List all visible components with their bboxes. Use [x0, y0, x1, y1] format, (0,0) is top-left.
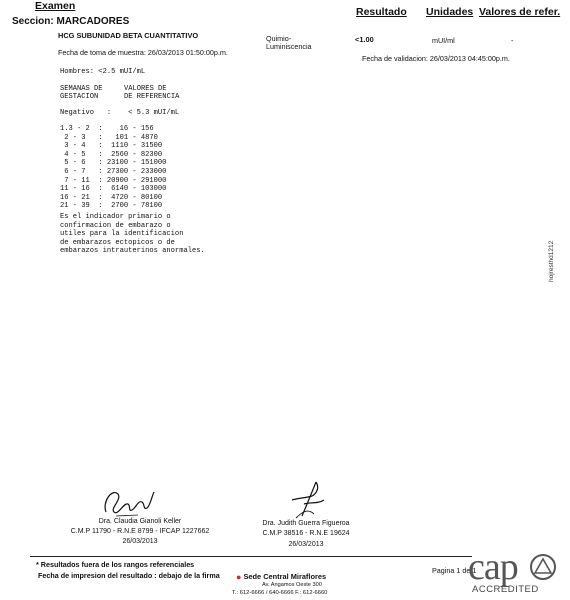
signature-1-date: 26/03/2013	[122, 538, 158, 545]
reference-negative: Negativo : < 5.3 mUI/mL	[60, 109, 180, 117]
ranges-table	[60, 125, 166, 211]
footer-note-1: * Resultados fuera de los rangos referenciales	[36, 560, 195, 569]
note-line: embarazos intrauterinos anormales.	[60, 247, 205, 256]
range-row: 7 - 11 : 20900 - 291000	[60, 176, 167, 185]
sample-date: Fecha de toma de muestra: 26/03/2013 01:50:00p.m.	[58, 48, 228, 57]
note-line: utiles para la identificacion	[60, 230, 184, 239]
note-line: confirmacion de embarazo o	[60, 221, 171, 230]
section-title: Seccion: MARCADORES	[12, 16, 130, 27]
clinical-note	[60, 213, 205, 256]
page-number: Pagina 1 de 1	[432, 566, 477, 575]
range-row: 5 - 6 : 23100 - 151000	[60, 159, 167, 168]
signature-1	[98, 482, 158, 520]
range-row: 2 - 3 : 101 - 4870	[60, 133, 158, 142]
unidades-header: Unidades	[426, 6, 474, 18]
range-row: 21 - 39 : 2700 - 78100	[60, 202, 163, 211]
signature-2	[286, 478, 330, 522]
valores-header: Valores de refer.	[479, 6, 561, 18]
footer-note-2: Fecha de impresion del resultado : debajo de la firma	[38, 571, 220, 580]
cap-accredited-label: ACCREDITED	[472, 584, 539, 595]
signature-2-name: Dra. Judith Guerra Figueroa	[262, 520, 350, 527]
location-bullet-icon: ●	[236, 572, 242, 582]
cap-logo-text: cap	[468, 546, 518, 588]
footer-location	[236, 572, 326, 582]
footer-address: Av. Angamos Oeste 300	[262, 582, 322, 588]
result-unit: mUI/ml	[432, 36, 455, 45]
footer-phones: T.: 612-6666 / 640-6666 F.: 612-6660	[232, 590, 328, 596]
values-header-1: VALORES DE	[124, 85, 167, 93]
weeks-header-2: GESTACION	[60, 93, 99, 101]
values-header-2: DE REFERENCIA	[124, 93, 180, 101]
location-name: Sede Central Miraflores	[243, 572, 327, 581]
validation-date: Fecha de validacion: 26/03/2013 04:45:00p.m.	[362, 54, 510, 63]
range-row: 3 - 4 : 1110 - 31500	[60, 142, 163, 151]
method-line-2: Luminiscencia	[266, 42, 312, 51]
signature-1-license: C.M.P 11790 - R.N.E 8799 - IFCAP 1227662	[70, 528, 210, 535]
signature-2-license: C.M.P 38516 - R.N.E 19624	[262, 530, 350, 537]
side-code: hojresthd1212	[548, 240, 555, 282]
range-row: 6 - 7 : 27300 - 233000	[60, 167, 167, 176]
signature-1-name: Dra. Claudia Gianoli Keller	[98, 518, 182, 525]
range-row: 16 - 21 : 4720 - 80100	[60, 193, 163, 202]
note-line: Es el indicador primario o	[60, 213, 171, 221]
range-row: 1.3 - 2 : 16 - 156	[60, 125, 154, 133]
reference-men: Hombres: <2.5 mUI/mL	[60, 68, 146, 76]
cap-logo	[468, 548, 564, 598]
range-row: 11 - 16 : 6140 - 103000	[60, 185, 167, 194]
result-reference: -	[511, 36, 514, 45]
note-line: de embarazos ectopicos o de	[60, 238, 175, 247]
test-name: HCG SUBUNIDAD BETA CUANTITATIVO	[58, 31, 199, 40]
result-value: <1.00	[355, 35, 374, 44]
weeks-header-1: SEMANAS DE	[60, 85, 103, 93]
cap-emblem-icon	[528, 552, 558, 582]
signature-2-date: 26/03/2013	[288, 541, 324, 548]
examen-header: Examen	[35, 0, 76, 12]
range-row: 4 - 5 : 2560 - 82300	[60, 150, 163, 159]
footer-divider	[30, 556, 472, 557]
resultado-header: Resultado	[356, 6, 407, 18]
method-line-1: Quimio-	[266, 34, 292, 43]
